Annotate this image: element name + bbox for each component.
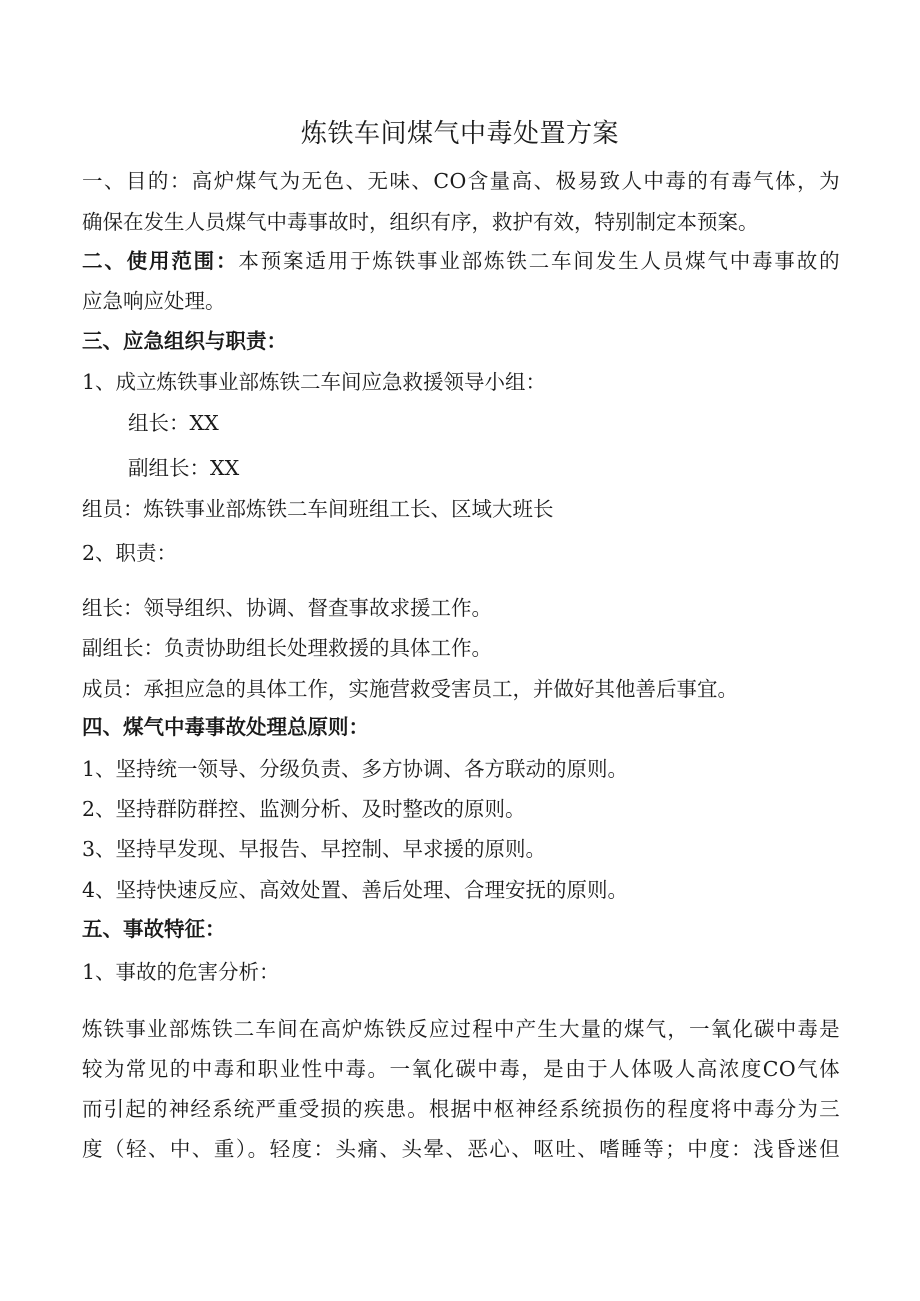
principle-2: 2、坚持群防群控、监测分析、及时整改的原则。 — [82, 797, 526, 821]
organization-item-1: 1、成立炼铁事业部炼铁二车间应急救援领导小组： — [82, 370, 547, 394]
purpose-line-2: 确保在发生人员煤气中毒事故时，组织有序，救护有效，特别制定本预案。 — [82, 210, 759, 234]
features-heading: 五、事故特征： — [82, 917, 226, 941]
duty-vice-leader: 副组长：负责协助组长处理救援的具体工作。 — [82, 636, 492, 660]
document-title: 炼铁车间煤气中毒处置方案 — [300, 119, 619, 149]
purpose-line-1: 一、目的：高炉煤气为无色、无味、CO含量高、极易致人中毒的有毒气体，为 — [82, 169, 840, 193]
duty-members: 成员：承担应急的具体工作，实施营救受害员工，并做好其他善后事宜。 — [82, 677, 738, 701]
scope-heading: 二、使用范围： — [82, 249, 239, 273]
principle-4: 4、坚持快速反应、高效处置、善后处理、合理安抚的原则。 — [82, 878, 629, 902]
scope-line-2: 应急响应处理。 — [82, 289, 226, 313]
hazard-paragraph-line-2: 较为常见的中毒和职业性中毒。一氧化碳中毒，是由于人体吸人高浓度CO气体 — [82, 1057, 840, 1081]
hazard-analysis-item: 1、事故的危害分析： — [82, 960, 280, 984]
principles-heading: 四、煤气中毒事故处理总原则： — [82, 715, 369, 739]
hazard-paragraph-line-4: 度（轻、中、重）。轻度：头痛、头晕、恶心、呕吐、嗜睡等；中度：浅昏迷但 — [82, 1137, 840, 1161]
principle-3: 3、坚持早发现、早报告、早控制、早求援的原则。 — [82, 837, 547, 861]
principle-1: 1、坚持统一领导、分级负责、多方协调、各方联动的原则。 — [82, 757, 629, 781]
duty-leader: 组长：领导组织、协调、督查事故求援工作。 — [82, 596, 492, 620]
duties-item-2: 2、职责： — [82, 541, 178, 565]
hazard-paragraph-line-1: 炼铁事业部炼铁二车间在高炉炼铁反应过程中产生大量的煤气，一氧化碳中毒是 — [82, 1017, 840, 1041]
organization-heading: 三、应急组织与职责： — [82, 329, 287, 353]
members-line: 组员：炼铁事业部炼铁二车间班组工长、区域大班长 — [82, 497, 554, 521]
hazard-paragraph-line-3: 而引起的神经系统严重受损的疾患。根据中枢神经系统损伤的程度将中毒分为三 — [82, 1097, 840, 1121]
scope-line-1 — [82, 246, 840, 276]
vice-leader-line: 副组长：XX — [128, 456, 240, 480]
scope-body: 本预案适用于炼铁事业部炼铁二车间发生人员煤气中毒事故的 — [238, 249, 840, 273]
leader-line: 组长：XX — [128, 411, 219, 435]
